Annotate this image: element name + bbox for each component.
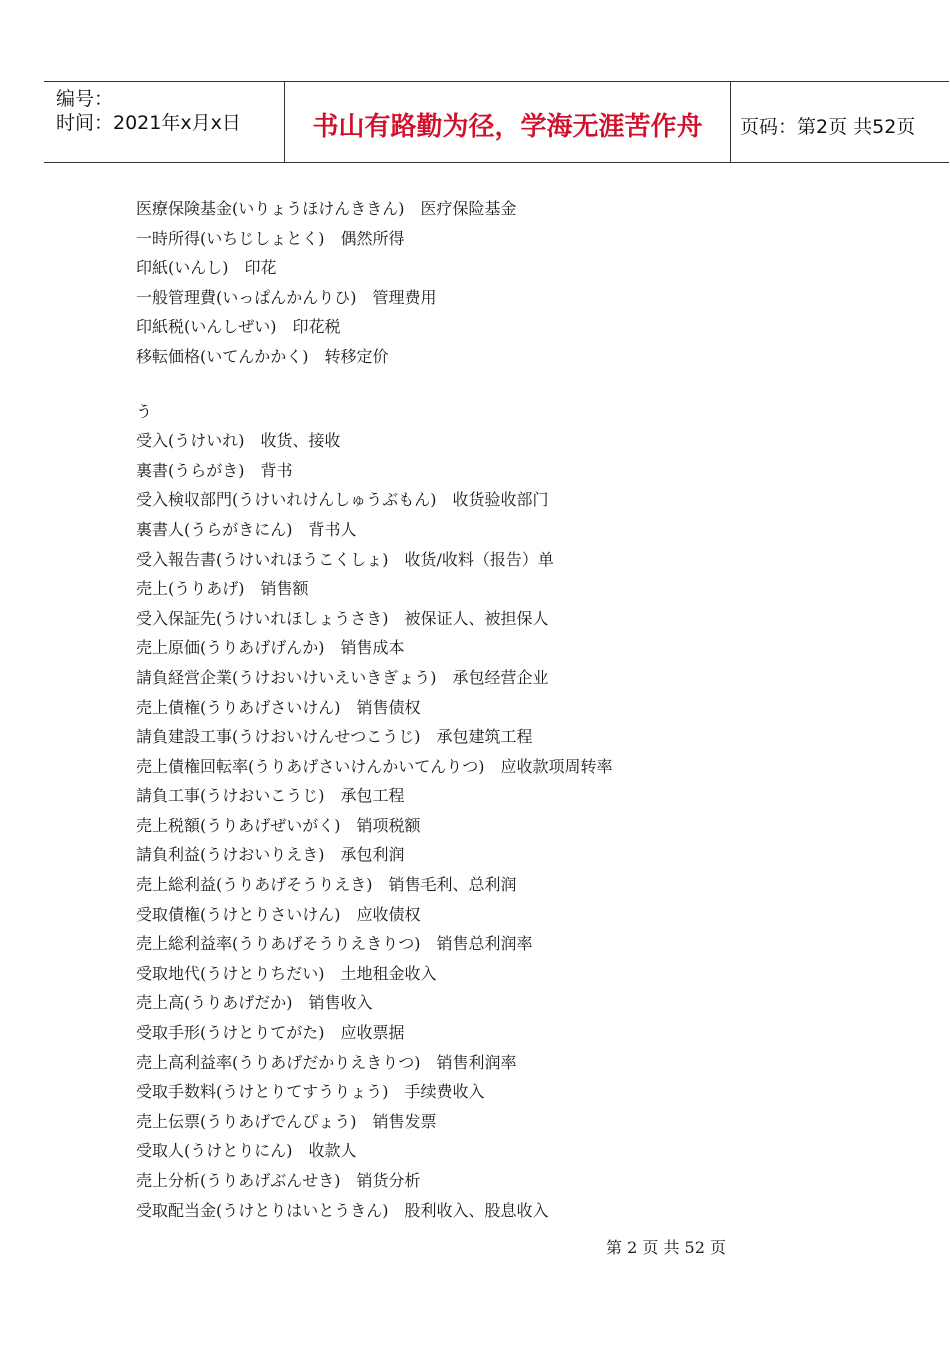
page-footer: 第 2 页 共 52 页 <box>606 1238 726 1257</box>
glossary-entry: 売上伝票(うりあげでんぴょう) 销售发票 <box>136 1111 437 1131</box>
glossary-entry: 受取配当金(うけとりはいとうきん) 股利收入、股息收入 <box>136 1200 549 1220</box>
document-time-label: 时间：2021年x月x日 <box>56 112 241 134</box>
glossary-entry: 受入保証先(うけいれほしょうさき) 被保证人、被担保人 <box>136 608 549 628</box>
glossary-entry: 移転価格(いてんかかく) 转移定价 <box>136 346 389 366</box>
glossary-entry: 売上(うりあげ) 销售额 <box>136 579 309 599</box>
header-meta <box>44 82 284 162</box>
glossary-body <box>136 194 896 1225</box>
glossary-entry: 売上債権(うりあげさいけん) 销售债权 <box>136 697 421 717</box>
section-heading-u: う <box>136 401 153 421</box>
glossary-entry: 請負利益(うけおいりえき) 承包利润 <box>136 845 405 865</box>
glossary-entry: 受取地代(うけとりちだい) 土地租金收入 <box>136 963 437 983</box>
glossary-entry: 裏書(うらがき) 背书 <box>136 460 293 480</box>
glossary-entry: 請負工事(うけおいこうじ) 承包工程 <box>136 786 405 806</box>
glossary-entry: 受入報告書(うけいれほうこくしょ) 收货/收料（报告）单 <box>136 549 554 569</box>
header-page-cell <box>730 82 949 162</box>
glossary-entry: 受取手数料(うけとりてすうりょう) 手续费收入 <box>136 1082 485 1102</box>
glossary-entry: 売上税額(うりあげぜいがく) 销项税额 <box>136 815 421 835</box>
glossary-entry: 請負建設工事(うけおいけんせつこうじ) 承包建筑工程 <box>136 727 533 747</box>
glossary-entry: 売上総利益率(うりあげそうりえきりつ) 销售总利润率 <box>136 934 533 954</box>
document-number-label: 编号： <box>56 88 114 110</box>
page-header <box>44 81 949 163</box>
glossary-entry: 請負経営企業(うけおいけいえいきぎょう) 承包经营企业 <box>136 667 549 687</box>
glossary-entry: 印紙税(いんしぜい) 印花税 <box>136 317 341 337</box>
glossary-entry: 売上高(うりあげだか) 销售收入 <box>136 993 373 1013</box>
glossary-entry: 売上原価(うりあげげんか) 销售成本 <box>136 638 405 658</box>
glossary-entry: 売上債権回転率(うりあげさいけんかいてんりつ) 应收款项周转率 <box>136 756 613 776</box>
header-motto-cell <box>284 82 731 162</box>
glossary-entry: 一時所得(いちじしょとく) 偶然所得 <box>136 228 405 248</box>
glossary-entry: 受入(うけいれ) 收货、接收 <box>136 431 341 451</box>
glossary-entry: 売上総利益(うりあげそうりえき) 销售毛利、总利润 <box>136 875 517 895</box>
glossary-entry: 医療保険基金(いりょうほけんききん) 医疗保险基金 <box>136 199 517 218</box>
glossary-entry: 受取手形(うけとりてがた) 应收票据 <box>136 1023 405 1043</box>
header-page-info: 页码：第2页 共52页 <box>740 116 916 138</box>
glossary-entry: 売上分析(うりあげぶんせき) 销货分析 <box>136 1171 421 1190</box>
glossary-entry: 裏書人(うらがきにん) 背书人 <box>136 519 357 539</box>
header-motto: 书山有路勤为径，学海无涯苦作舟 <box>312 112 703 142</box>
glossary-entry: 売上高利益率(うりあげだかりえきりつ) 销售利润率 <box>136 1052 517 1072</box>
glossary-entry: 印紙(いんし) 印花 <box>136 258 277 278</box>
glossary-entry: 受取人(うけとりにん) 收款人 <box>136 1141 357 1161</box>
glossary-entry: 一般管理費(いっぱんかんりひ) 管理费用 <box>136 287 437 307</box>
glossary-entry: 受入検収部門(うけいれけんしゅうぶもん) 收货验收部门 <box>136 490 549 510</box>
section-spacer <box>136 372 896 397</box>
glossary-entry: 受取債権(うけとりさいけん) 应收债权 <box>136 904 421 924</box>
